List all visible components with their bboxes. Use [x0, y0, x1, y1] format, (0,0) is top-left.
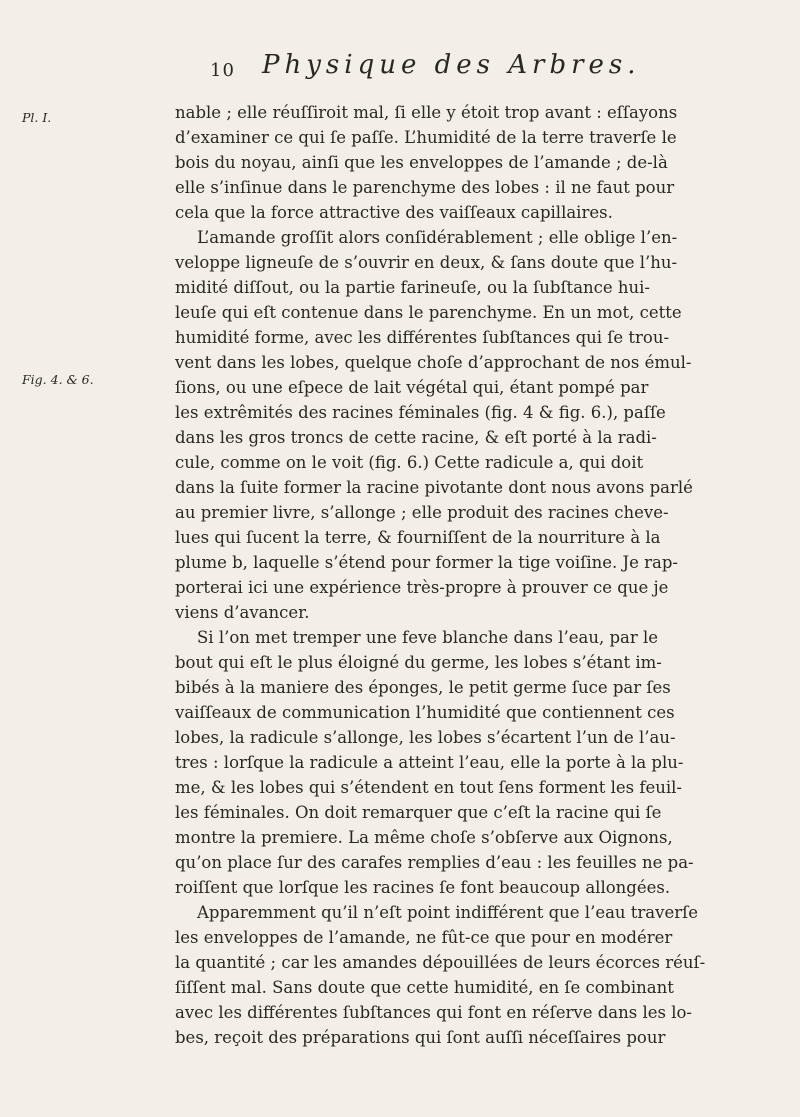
margin-note-plate: Pl. I.: [22, 110, 52, 125]
text-line: plume b, laquelle s’étend pour former la tige voiſine. Je rap-: [175, 553, 678, 572]
text-line: roiſſent que lorſque les racines ſe font beaucoup allongées.: [175, 878, 671, 897]
page-number: 10: [210, 60, 235, 81]
text-line: les féminales. On doit remarquer que c’eſt la racine qui ſe: [175, 803, 662, 822]
text-line: bois du noyau, ainſi que les enveloppes de l’amande ; de-là: [175, 153, 668, 172]
text-line: L’amande groſſit alors conſidérablement ; elle oblige l’en-: [197, 228, 678, 247]
text-line: dans la ſuite former la racine pivotante dont nous avons parlé: [175, 478, 693, 497]
text-line: dans les gros troncs de cette racine, & eſt porté à la radi-: [175, 428, 657, 447]
text-line: leuſe qui eſt contenue dans le parenchyme. En un mot, cette: [175, 303, 682, 322]
text-line: bes, reçoit des préparations qui ſont auſſi néceſſaires pour: [175, 1028, 666, 1047]
text-line: lobes, la radicule s’allonge, les lobes s’écartent l’un de l’au-: [175, 728, 676, 747]
text-line: vent dans les lobes, quelque choſe d’approchant de nos émul-: [175, 353, 692, 372]
text-line: qu’on place ſur des carafes remplies d’eau : les feuilles ne pa-: [175, 853, 694, 872]
text-line: montre la premiere. La même choſe s’obſerve aux Oignons,: [175, 828, 673, 847]
text-line: ſiſſent mal. Sans doute que cette humidité, en ſe combinant: [175, 978, 674, 997]
text-line: vaiſſeaux de communication l’humidité que contiennent ces: [175, 703, 675, 722]
text-line: les extrêmités des racines féminales (fig. 4 & fig. 6.), paſſe: [175, 403, 666, 422]
text-line: avec les différentes ſubſtances qui font en réſerve dans les lo-: [175, 1003, 693, 1022]
text-line: au premier livre, s’allonge ; elle produit des racines cheve-: [175, 503, 669, 522]
text-line: humidité forme, avec les différentes ſubſtances qui ſe trou-: [175, 328, 670, 347]
text-line: nable ; elle réuſſiroit mal, ſi elle y étoit trop avant : eſſayons: [175, 103, 678, 122]
text-line: tres : lorſque la radicule a atteint l’eau, elle la porte à la plu-: [175, 753, 684, 772]
text-line: Si l’on met tremper une feve blanche dans l’eau, par le: [197, 628, 659, 647]
text-line: midité diſſout, ou la partie farineuſe, ou la ſubſtance hui-: [175, 278, 651, 297]
text-line: la quantité ; car les amandes dépouillées de leurs écorces réuſ-: [175, 953, 706, 972]
text-line: me, & les lobes qui s’étendent en tout ſens forment les feuil-: [175, 778, 683, 797]
text-line: cule, comme on le voit (fig. 6.) Cette radicule a, qui doit: [175, 453, 644, 472]
text-line: bibés à la maniere des éponges, le petit germe ſuce par ſes: [175, 678, 671, 697]
text-line: porterai ici une expérience très-propre à prouver ce que je: [175, 578, 669, 597]
text-line: les enveloppes de l’amande, ne fût-ce que pour en modérer: [175, 928, 673, 947]
body-text: [175, 100, 785, 1050]
margin-note-figures: Fig. 4. & 6.: [22, 372, 94, 387]
text-line: bout qui eſt le plus éloigné du germe, les lobes s’étant im-: [175, 653, 662, 672]
text-line: ſions, ou une eſpece de lait végétal qui, étant pompé par: [175, 378, 649, 397]
text-line: lues qui ſucent la terre, & fourniſſent de la nourriture à la: [175, 528, 661, 547]
text-line: veloppe ligneuſe de s’ouvrir en deux, & ſans doute que l’hu-: [175, 253, 678, 272]
running-title: Physique des Arbres.: [262, 50, 641, 80]
text-line: Apparemment qu’il n’eſt point indifférent que l’eau traverſe: [197, 903, 698, 922]
text-line: elle s’inſinue dans le parenchyme des lobes : il ne faut pour: [175, 178, 675, 197]
text-line: cela que la force attractive des vaiſſeaux capillaires.: [175, 203, 613, 222]
text-line: d’examiner ce qui ſe paſſe. L’humidité de la terre traverſe le: [175, 128, 677, 147]
page-header: [210, 50, 770, 90]
text-line: viens d’avancer.: [175, 603, 310, 622]
